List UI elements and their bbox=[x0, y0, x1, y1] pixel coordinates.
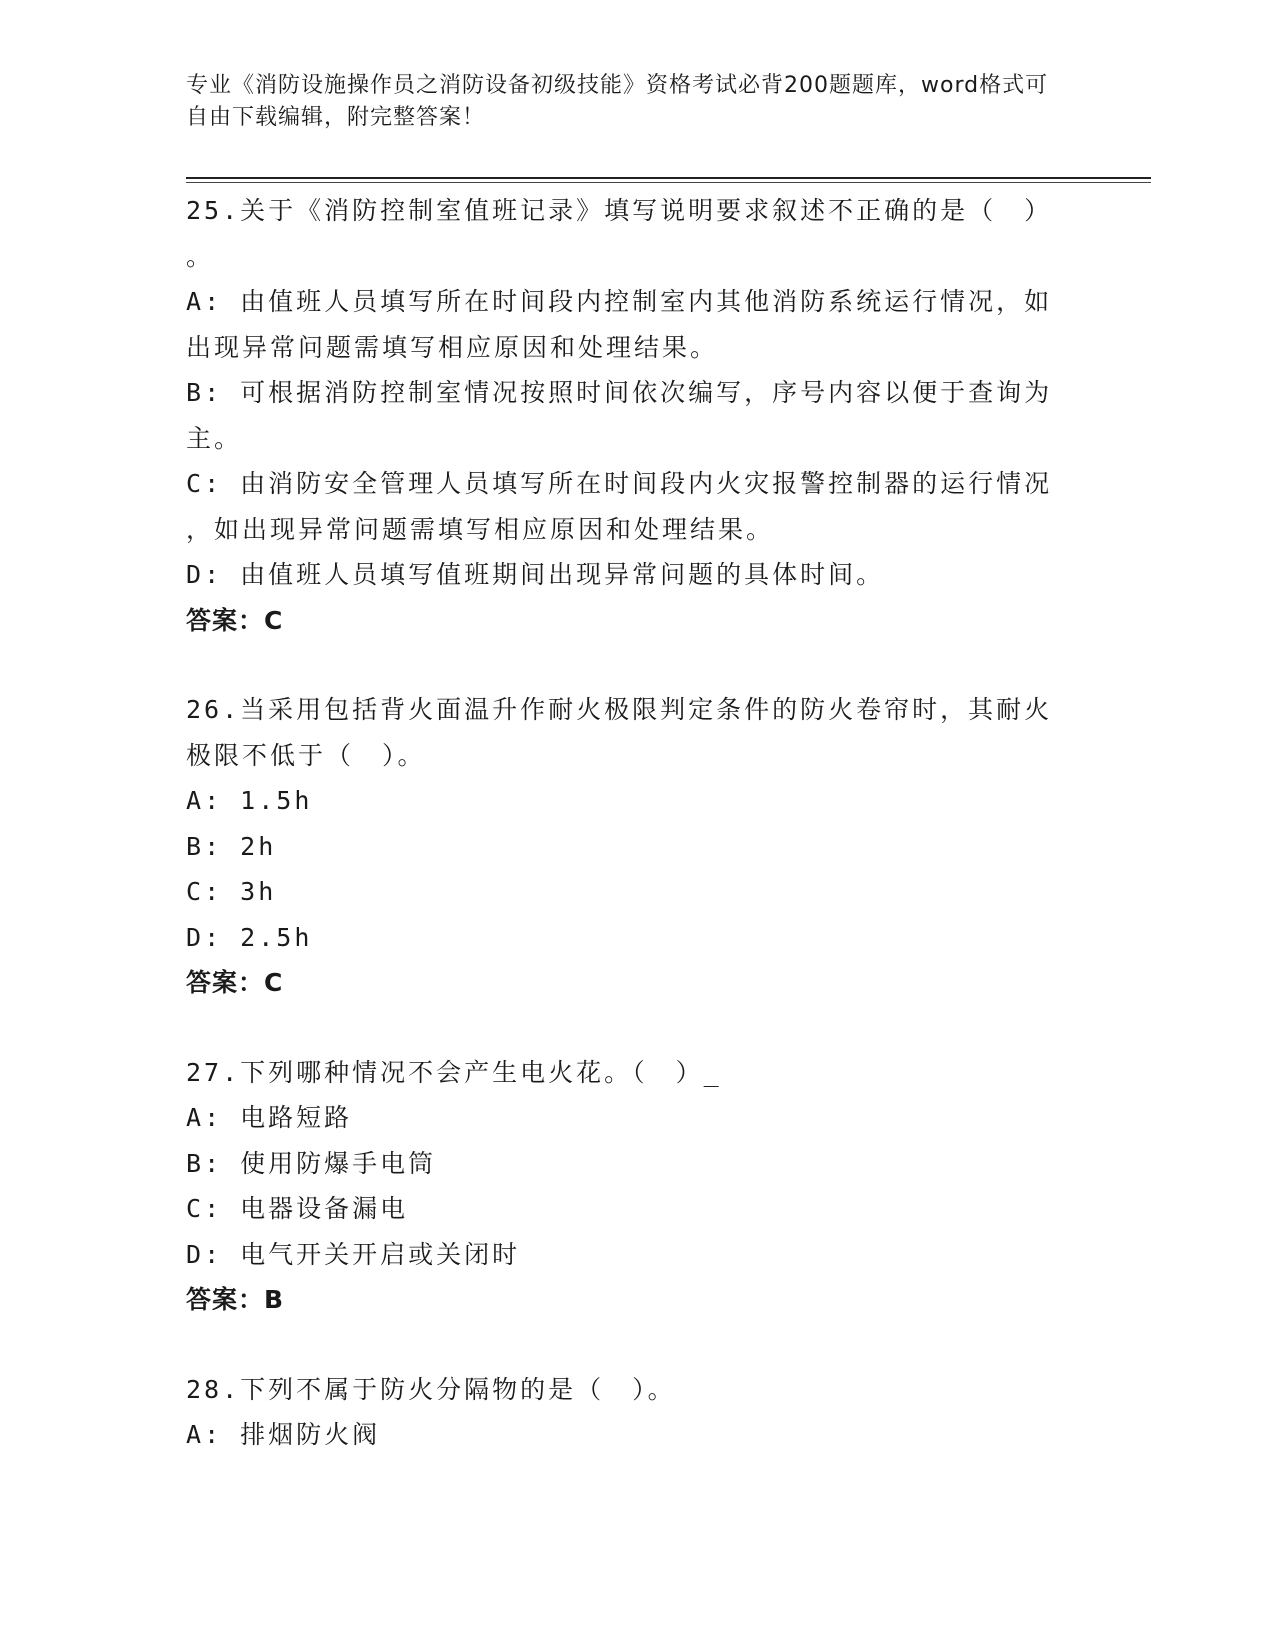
option-key: C : bbox=[186, 877, 240, 906]
option-key: B : bbox=[186, 832, 240, 861]
option-line-a bbox=[186, 279, 1076, 325]
option-text: ，如出现异常问题需填写相应原因和处理结果。 bbox=[186, 514, 775, 544]
option-key: B : bbox=[186, 1149, 240, 1178]
option-line-c bbox=[186, 869, 1076, 915]
option-line-b bbox=[186, 824, 1076, 870]
option-line-b bbox=[186, 416, 1076, 462]
option-text: 电气开关开启或关闭时 bbox=[240, 1239, 521, 1269]
option-key: C : bbox=[186, 1194, 240, 1223]
option-text: 1.5h bbox=[240, 786, 313, 815]
option-line-a bbox=[186, 1412, 1076, 1458]
option-key: C : bbox=[186, 469, 240, 498]
option-key: A : bbox=[186, 1103, 240, 1132]
option-text: 2h bbox=[240, 831, 277, 861]
option-text: 2.5h bbox=[240, 922, 313, 952]
option-text: 3h bbox=[240, 877, 277, 906]
answer-line: 答案：C bbox=[186, 968, 284, 997]
option-text: 使用防爆手电筒 bbox=[240, 1148, 437, 1178]
option-text: 由消防安全管理人员填写所在时间段内火灾报警控制器的运行情况 bbox=[240, 469, 1053, 498]
option-line-b bbox=[186, 370, 1076, 416]
question-stem-line: 27.下列哪种情况不会产生电火花。（ ）_ bbox=[186, 1057, 722, 1087]
question-stem-line: 28.下列不属于防火分隔物的是（ ）。 bbox=[186, 1374, 676, 1404]
option-key: A : bbox=[186, 1420, 240, 1449]
question-block bbox=[186, 687, 1076, 1006]
option-key: D : bbox=[186, 560, 240, 589]
answer-line: 答案：C bbox=[186, 605, 284, 635]
document-header: 专业《消防设施操作员之消防设备初级技能》资格考试必背200题题库，word格式可自由下载编辑，附完整答案！ bbox=[186, 73, 1049, 130]
question-block bbox=[186, 1367, 1076, 1458]
option-text: 可根据消防控制室情况按照时间依次编写，序号内容以便于查询为 bbox=[240, 378, 1053, 407]
option-text: 电路短路 bbox=[240, 1103, 353, 1132]
question-block bbox=[186, 1050, 1076, 1323]
option-line-a bbox=[186, 1095, 1076, 1141]
option-text: 排烟防火阀 bbox=[240, 1420, 381, 1449]
header-divider bbox=[186, 177, 1151, 179]
option-line-d bbox=[186, 552, 1076, 598]
option-line-a bbox=[186, 778, 1076, 824]
option-key: B : bbox=[186, 378, 240, 407]
option-line-a bbox=[186, 325, 1076, 371]
question-list bbox=[186, 188, 1076, 1502]
option-text: 主。 bbox=[186, 423, 243, 453]
question-stem-line: 极限不低于（ ）。 bbox=[186, 740, 426, 770]
option-line-c bbox=[186, 507, 1076, 553]
option-line-c bbox=[186, 461, 1076, 507]
option-line-d bbox=[186, 915, 1076, 961]
question-stem-line: 26.当采用包括背火面温升作耐火极限判定条件的防火卷帘时，其耐火 bbox=[186, 695, 1053, 724]
question-stem-line: 25.关于《消防控制室值班记录》填写说明要求叙述不正确的是（ ） bbox=[186, 196, 1053, 225]
question-stem-line: 。 bbox=[186, 241, 215, 271]
option-text: 电器设备漏电 bbox=[240, 1194, 409, 1223]
option-line-c bbox=[186, 1186, 1076, 1232]
option-key: D : bbox=[186, 1240, 240, 1269]
option-line-d bbox=[186, 1232, 1076, 1278]
question-block bbox=[186, 188, 1076, 643]
answer-line: 答案：B bbox=[186, 1285, 285, 1314]
header-divider-thin bbox=[186, 182, 1151, 183]
option-text: 由值班人员填写值班期间出现异常问题的具体时间。 bbox=[240, 560, 885, 589]
option-key: A : bbox=[186, 786, 240, 815]
option-key: A : bbox=[186, 287, 240, 316]
option-text: 出现异常问题需填写相应原因和处理结果。 bbox=[186, 332, 719, 362]
option-key: D : bbox=[186, 923, 240, 952]
option-line-b bbox=[186, 1141, 1076, 1187]
option-text: 由值班人员填写所在时间段内控制室内其他消防系统运行情况，如 bbox=[240, 287, 1053, 316]
